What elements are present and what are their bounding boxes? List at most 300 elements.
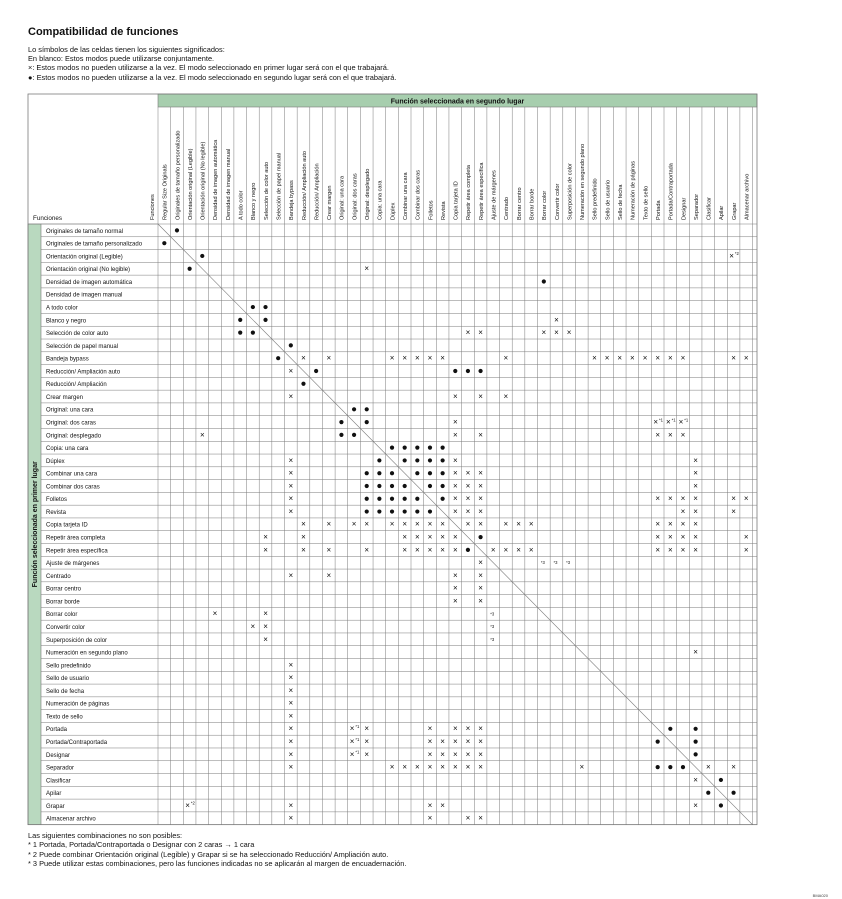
- cell-x: ×: [263, 621, 268, 631]
- cell-mark: [668, 354, 673, 363]
- cell-x: ×: [655, 494, 661, 504]
- cell-mark: [352, 520, 357, 529]
- cell-mark: [478, 584, 483, 593]
- cell-x: ×: [349, 749, 355, 759]
- row-label: Superposición de color: [46, 637, 108, 644]
- cell-x: ×: [478, 481, 483, 491]
- cell-dot: [694, 752, 698, 756]
- column-header: Sello de usuario: [605, 179, 612, 220]
- cell-x: ×: [427, 813, 433, 823]
- cell-x: ×: [440, 545, 445, 555]
- cell-dot: [365, 509, 369, 513]
- cell-mark: [478, 328, 483, 337]
- row-label: Portada/Contraportada: [46, 739, 108, 746]
- cell-mark: [288, 456, 293, 465]
- cell-x: ×: [452, 545, 458, 555]
- cell-mark: [390, 763, 395, 772]
- cell-mark: [668, 430, 673, 439]
- row-label: Revista: [46, 509, 67, 516]
- cell-x: ×: [478, 724, 483, 734]
- cell-x: ×: [478, 506, 483, 516]
- cell-dot: [731, 791, 735, 795]
- cell-mark: [529, 545, 534, 554]
- cell-mark: [402, 520, 407, 529]
- cell-x: ×: [414, 532, 420, 542]
- cell-mark: [288, 801, 293, 810]
- cell-mark: [428, 354, 433, 363]
- row-label: Copia tarjeta ID: [46, 522, 88, 529]
- cell-x: ×: [301, 545, 306, 555]
- cell-x: ×: [655, 430, 661, 440]
- cell-x: ×: [655, 545, 661, 555]
- cell-mark: [478, 520, 483, 529]
- row-label: Original: dos caras: [46, 420, 97, 427]
- cell-mark: [679, 417, 689, 426]
- column-header: Selección de papel manual: [276, 152, 283, 220]
- cell-dot: [365, 484, 369, 488]
- cell-x: ×: [364, 724, 370, 734]
- cell-dot: [656, 765, 660, 769]
- cell-x: ×: [414, 353, 420, 363]
- column-header: A todo color: [238, 190, 245, 220]
- cell-mark: [453, 737, 458, 746]
- column-header: Borrar borde: [529, 188, 536, 220]
- column-header: Reducción/ Ampliación auto: [301, 150, 308, 220]
- cell-x: ×: [478, 391, 483, 401]
- column-header: Ajuste de márgenes: [491, 170, 498, 220]
- cell-mark: [453, 750, 458, 759]
- cell-mark: [666, 417, 676, 426]
- cell-mark: [681, 430, 686, 439]
- row-label: Apilar: [46, 791, 62, 798]
- cell-x: ×: [693, 532, 698, 542]
- legend-intro: Lo símbolos de las celdas tienen los siguientes significados:: [28, 45, 225, 54]
- cell-dot: [403, 458, 407, 462]
- column-header: Numeración en segundo plano: [580, 143, 587, 220]
- cell-x: ×: [440, 532, 445, 542]
- cell-x: ×: [427, 762, 433, 772]
- cell-x: ×: [465, 506, 471, 516]
- cell-mark: [453, 763, 458, 772]
- row-label: Ajuste de márgenes: [46, 561, 100, 568]
- cell-x: ×: [212, 609, 218, 619]
- cell-x: ×: [402, 353, 408, 363]
- cell-dot: [390, 497, 394, 501]
- cell-mark: [288, 494, 293, 503]
- cell-mark: [364, 520, 369, 529]
- cell-dot: [415, 509, 419, 513]
- cell-x: ×: [579, 762, 585, 772]
- cell-dot: [301, 382, 305, 386]
- cell-x: ×: [528, 519, 534, 529]
- cell-mark: [478, 737, 483, 746]
- cell-note: *1: [355, 736, 360, 742]
- matrix-diagonal: [158, 224, 753, 825]
- cell-x: ×: [478, 519, 483, 529]
- cell-dot: [200, 254, 204, 258]
- cell-mark: [478, 571, 483, 580]
- cell-mark: [288, 571, 293, 580]
- cell-x: ×: [667, 353, 673, 363]
- row-label: Convertir color: [46, 624, 86, 631]
- cell-mark: [478, 469, 483, 478]
- cell-mark: [402, 354, 407, 363]
- cell-x: ×: [452, 736, 458, 746]
- legend-x: ×: Estos modos no pueden utilizarse a la vez. El modo seleccionado en primer lugar será con el que trabajará.: [28, 63, 389, 73]
- cell-x: ×: [667, 494, 673, 504]
- cell-mark: [731, 763, 736, 772]
- cell-x: ×: [364, 749, 370, 759]
- footnote-2: * 2 Puede combinar Orientación original (Legible) y Grapar si se ha seleccionado Reducción/ Ampliación auto.: [28, 849, 389, 859]
- cell-mark: [213, 609, 218, 618]
- cell-mark: [490, 637, 495, 642]
- cell-dot: [466, 548, 470, 552]
- cell-dot: [694, 727, 698, 731]
- cell-x: ×: [440, 800, 445, 810]
- cell-x: ×: [478, 596, 483, 606]
- cell-mark: [693, 545, 698, 554]
- cell-x: ×: [566, 328, 572, 338]
- row-label: Selección de color auto: [46, 331, 109, 338]
- cell-mark: [466, 737, 471, 746]
- cell-x: ×: [503, 391, 509, 401]
- cell-dot: [706, 791, 710, 795]
- cell-mark: [504, 354, 509, 363]
- cell-x: ×: [667, 545, 673, 555]
- cell-mark: [350, 724, 360, 733]
- column-header: Superposición de color: [567, 163, 574, 220]
- cell-mark: [415, 520, 420, 529]
- cell-mark: [453, 456, 458, 465]
- cell-mark: [440, 737, 445, 746]
- cell-mark: [466, 507, 471, 516]
- column-header: Bandeja bypass: [289, 180, 296, 220]
- cell-dot: [238, 318, 242, 322]
- row-label: Numeración en segundo plano: [46, 650, 128, 657]
- cell-x: ×: [301, 532, 306, 542]
- cell-mark: [744, 354, 749, 363]
- column-header: Separador: [693, 193, 700, 220]
- cell-x: ×: [667, 430, 673, 440]
- cell-mark: [706, 763, 711, 772]
- row-label: Orientación original (Legible): [46, 254, 123, 261]
- cell-mark: [554, 315, 559, 324]
- cell-mark: [466, 763, 471, 772]
- cell-mark: [668, 545, 673, 554]
- cell-x: ×: [288, 724, 294, 734]
- row-label: Copia: una cara: [46, 446, 89, 453]
- cell-mark: [681, 533, 686, 542]
- cell-mark: [516, 545, 521, 554]
- cell-mark: [288, 469, 293, 478]
- cell-x: ×: [452, 749, 458, 759]
- cell-x: ×: [389, 353, 395, 363]
- cell-dot: [365, 407, 369, 411]
- cell-mark: [364, 264, 369, 273]
- cell-note: *1: [684, 417, 689, 423]
- cell-mark: [428, 520, 433, 529]
- cell-x: ×: [478, 558, 483, 568]
- cell-mark: [655, 545, 660, 554]
- column-header: Dúplex: [390, 202, 397, 220]
- cell-mark: [453, 507, 458, 516]
- cell-mark: [504, 520, 509, 529]
- cell-dot: [441, 497, 445, 501]
- column-header: Combinar una cara: [402, 172, 409, 220]
- cell-x: ×: [465, 468, 471, 478]
- cell-x: ×: [427, 519, 433, 529]
- cell-dot: [428, 446, 432, 450]
- cell-mark: [364, 737, 369, 746]
- cell-mark: [428, 545, 433, 554]
- column-header: Funciones: [150, 194, 156, 220]
- cell-note: *2: [190, 800, 195, 806]
- cell-note: *1: [355, 749, 360, 755]
- cell-mark: [288, 814, 293, 823]
- row-label: Dúplex: [46, 458, 65, 465]
- cell-mark: [390, 354, 395, 363]
- cell-mark: [364, 750, 369, 759]
- cell-dot: [403, 509, 407, 513]
- column-header: Convertir color: [554, 183, 561, 220]
- cell-x: ×: [630, 353, 635, 363]
- cell-mark: [415, 545, 420, 554]
- cell-x: ×: [528, 545, 534, 555]
- cell-mark: [453, 494, 458, 503]
- cell-mark: [693, 507, 698, 516]
- cell-dot: [415, 446, 419, 450]
- cell-x: ×: [351, 519, 357, 529]
- cell-x: ×: [349, 724, 355, 734]
- cell-x: ×: [478, 328, 483, 338]
- cell-dot: [668, 727, 672, 731]
- cell-mark: [288, 507, 293, 516]
- cell-mark: [693, 775, 698, 784]
- column-header: Repetir área específica: [478, 162, 485, 220]
- cell-mark: [478, 724, 483, 733]
- column-header: Copia: una cara: [377, 180, 384, 220]
- cell-x: ×: [452, 455, 458, 465]
- cell-mark: [288, 686, 293, 695]
- cell-mark: [263, 635, 268, 644]
- cell-dot: [428, 458, 432, 462]
- cell-dot: [251, 305, 255, 309]
- cell-mark: [301, 533, 306, 542]
- cell-mark: [415, 354, 420, 363]
- cell-mark: [478, 481, 483, 490]
- cell-mark: [655, 533, 660, 542]
- cell-dot: [352, 433, 356, 437]
- cell-mark: [681, 520, 686, 529]
- cell-mark: [453, 392, 458, 401]
- cell-mark: [693, 494, 698, 503]
- column-header: Original: desplegado: [365, 168, 372, 220]
- cell-x: ×: [288, 762, 294, 772]
- column-header: Borrar color: [542, 190, 549, 220]
- cell-x: ×: [364, 264, 370, 274]
- row-label: Densidad de imagen automática: [46, 279, 133, 286]
- cell-dot: [542, 279, 546, 283]
- cell-mark: [554, 328, 559, 337]
- cell-x: ×: [680, 545, 686, 555]
- row-label: Centrado: [46, 573, 71, 580]
- cell-x: ×: [452, 762, 458, 772]
- cell-x: ×: [478, 583, 483, 593]
- cell-x: ×: [185, 800, 190, 810]
- cell-x: ×: [516, 545, 521, 555]
- row-label: Reducción/ Ampliación auto: [46, 369, 121, 376]
- footnote-3: * 3 Puede utilizar estas combinaciones, pero las funciones indicadas no se aplicarán al margen de encuadernación.: [28, 859, 407, 869]
- cell-x: ×: [427, 736, 433, 746]
- cell-mark: [478, 596, 483, 605]
- cell-x: ×: [326, 570, 332, 580]
- row-label: Original: una cara: [46, 407, 94, 414]
- cell-x: ×: [288, 673, 294, 683]
- cell-x: ×: [301, 519, 306, 529]
- cell-x: ×: [693, 519, 698, 529]
- cell-dot: [403, 497, 407, 501]
- cell-dot: [377, 471, 381, 475]
- cell-x: ×: [478, 762, 483, 772]
- cell-x: ×: [693, 455, 698, 465]
- cell-dot: [441, 484, 445, 488]
- cell-mark: [288, 737, 293, 746]
- cell-dot: [428, 509, 432, 513]
- legend-dot: ●: Estos modos no pueden utilizarse a la vez. El modo seleccionado en segundo lugar será con el que trabajará.: [28, 72, 397, 82]
- cell-mark: [541, 328, 546, 337]
- cell-x: ×: [465, 736, 471, 746]
- cell-mark: [478, 430, 483, 439]
- row-label: Almacenar archivo: [46, 816, 96, 823]
- cell-x: ×: [389, 762, 395, 772]
- cell-mark: [288, 481, 293, 490]
- cell-x: ×: [263, 545, 268, 555]
- cell-dot: [390, 484, 394, 488]
- cell-mark: [681, 494, 686, 503]
- cell-x: ×: [288, 391, 294, 401]
- cell-mark: [428, 724, 433, 733]
- row-label: Borrar centro: [46, 586, 82, 593]
- row-label: Grapar: [46, 803, 65, 810]
- cell-mark: [478, 814, 483, 823]
- cell-x: ×: [478, 570, 483, 580]
- column-header: Grapar: [731, 202, 738, 220]
- cell-x: ×: [364, 736, 370, 746]
- second-header-label: Función seleccionada en segundo lugar: [390, 98, 525, 106]
- cell-mark: [428, 801, 433, 810]
- cell-mark: [744, 533, 749, 542]
- cell-x: ×: [452, 506, 458, 516]
- cell-mark: [655, 430, 660, 439]
- row-label: Texto de sello: [46, 714, 83, 721]
- cell-x: ×: [301, 353, 306, 363]
- cell-note: *1: [671, 417, 676, 423]
- column-header: Repetir área completa: [466, 164, 473, 220]
- cell-x: ×: [655, 532, 661, 542]
- cell-dot: [453, 369, 457, 373]
- cell-mark: [693, 469, 698, 478]
- cell-mark: [693, 648, 698, 657]
- cell-note: *3: [490, 636, 495, 642]
- cell-x: ×: [604, 353, 610, 363]
- cell-dot: [441, 458, 445, 462]
- cell-x: ×: [693, 647, 698, 657]
- cell-x: ×: [731, 494, 736, 504]
- cell-mark: [453, 417, 458, 426]
- cell-x: ×: [427, 749, 433, 759]
- cell-dot: [365, 471, 369, 475]
- cell-mark: [453, 481, 458, 490]
- cell-x: ×: [288, 481, 294, 491]
- cell-dot: [251, 331, 255, 335]
- cell-x: ×: [693, 800, 698, 810]
- cell-dot: [390, 446, 394, 450]
- cell-mark: [288, 763, 293, 772]
- cell-mark: [263, 533, 268, 542]
- cell-dot: [415, 458, 419, 462]
- cell-x: ×: [490, 545, 496, 555]
- column-header: Sello predefinido: [592, 178, 599, 220]
- cell-mark: [428, 750, 433, 759]
- cell-mark: [490, 624, 495, 629]
- cell-mark: [185, 801, 195, 810]
- row-label: Combinar una cara: [46, 471, 98, 478]
- cell-mark: [453, 584, 458, 593]
- cell-x: ×: [667, 519, 673, 529]
- cell-note: *1: [658, 417, 663, 423]
- page-title: Compatibilidad de funciones: [28, 26, 179, 38]
- cell-dot: [681, 765, 685, 769]
- row-label: Folletos: [46, 497, 68, 504]
- cell-x: ×: [326, 545, 332, 555]
- cell-mark: [653, 417, 663, 426]
- cell-dot: [377, 497, 381, 501]
- cell-mark: [693, 520, 698, 529]
- cell-mark: [288, 392, 293, 401]
- row-label: Sello de fecha: [46, 688, 85, 695]
- cell-x: ×: [389, 519, 395, 529]
- cell-x: ×: [414, 545, 420, 555]
- cell-x: ×: [250, 621, 256, 631]
- column-header: Designar: [681, 197, 688, 220]
- row-label: Numeración de páginas: [46, 701, 110, 708]
- cell-mark: [466, 724, 471, 733]
- cell-mark: [453, 724, 458, 733]
- cell-x: ×: [465, 813, 471, 823]
- cell-dot: [263, 305, 267, 309]
- cell-mark: [440, 545, 445, 554]
- cell-x: ×: [465, 762, 471, 772]
- cell-mark: [693, 533, 698, 542]
- cell-dot: [719, 778, 723, 782]
- column-header: Combinar dos caras: [415, 169, 422, 220]
- cell-dot: [162, 241, 166, 245]
- cell-x: ×: [731, 762, 736, 772]
- cell-dot: [314, 369, 318, 373]
- column-header: Crear margen: [327, 185, 334, 220]
- row-label: Selección de papel manual: [46, 343, 119, 350]
- cell-mark: [566, 560, 571, 565]
- cell-x: ×: [541, 328, 547, 338]
- cell-mark: [288, 750, 293, 759]
- cell-x: ×: [465, 328, 471, 338]
- cell-note: *3: [553, 560, 558, 566]
- cell-mark: [541, 560, 546, 565]
- row-label: Designar: [46, 752, 71, 759]
- cell-x: ×: [680, 353, 686, 363]
- column-header: Densidad de imagen automática: [213, 139, 220, 220]
- cell-mark: [288, 673, 293, 682]
